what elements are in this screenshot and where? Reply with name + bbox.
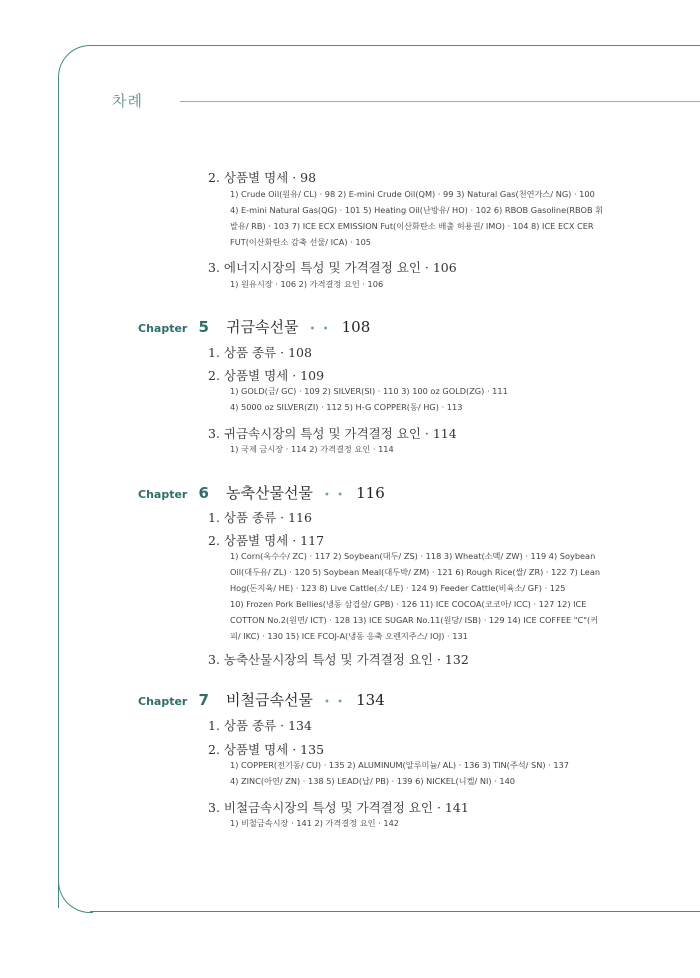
toc-title-rule — [180, 101, 700, 102]
subitem-line: Oil(대두유/ ZL) · 120 5) Soybean Meal(대두박/ ZM) · 121 6) Rough Rice(쌀/ ZR) · 122 7) Lean — [230, 567, 601, 577]
section-heading: 2. 상품별 명세 · 109 — [208, 368, 325, 383]
chapter-page: 108 — [341, 318, 371, 336]
chapter-title: 귀금속선물 — [225, 318, 299, 336]
chapter-dots: • • — [324, 490, 346, 501]
subitem-line: 1) COPPER(전기동/ CU) · 135 2) ALUMINUM(알루미늄/ AL) · 136 3) TIN(주석/ SN) · 137 — [230, 760, 569, 770]
subitem-line: 1) Corn(옥수수/ ZC) · 117 2) Soybean(대두/ ZS) · 118 3) Wheat(소맥/ ZW) · 119 4) Soybean — [230, 551, 596, 561]
subitem-line: Hog(돈지육/ HE) · 123 8) Live Cattle(소/ LE) · 124 9) Feeder Cattle(비육소/ GF) · 125 — [230, 583, 566, 593]
page-frame-corner-top — [58, 45, 93, 80]
subitem-line: 1) 원유시장 · 106 2) 가격결정 요인 · 106 — [230, 279, 384, 289]
subitem-line: COTTON No.2(원면/ ICT) · 128 13) ICE SUGAR No.11(원당/ ISB) · 129 14) ICE COFFEE "C"(커 — [230, 615, 599, 625]
subitem-line: FUT(이산화탄소 감축 선물/ ICA) · 105 — [230, 237, 372, 247]
chapter-number: 5 — [198, 318, 209, 336]
subitem-line: 1) 비철금속시장 · 141 2) 가격결정 요인 · 142 — [230, 818, 399, 828]
section-heading: 2. 상품별 명세 · 98 — [208, 170, 317, 185]
subitem-line: 10) Frozen Pork Bellies(냉동 삼겹살/ GPB) · 126 11) ICE COCOA(코코아/ ICC) · 127 12) ICE — [230, 599, 587, 609]
section-heading: 2. 상품별 명세 · 135 — [208, 742, 325, 757]
chapter-number: 6 — [198, 484, 209, 502]
page-frame-left — [58, 78, 59, 908]
subitem-line: 4) E-mini Natural Gas(QG) · 101 5) Heating Oil(난방유/ HO) · 102 6) RBOB Gasoline(RBOB 휘 — [230, 205, 604, 215]
section-heading: 3. 에너지시장의 특성 및 가격결정 요인 · 106 — [208, 260, 457, 275]
chapter-title: 비철금속선물 — [225, 691, 313, 709]
chapter-label: Chapter — [138, 322, 188, 335]
chapter-label: Chapter — [138, 695, 188, 708]
toc-title: 차례 — [112, 92, 143, 110]
subitem-line: 1) 국제 금시장 · 114 2) 가격결정 요인 · 114 — [230, 444, 394, 454]
chapter-title: 농축산물선물 — [225, 484, 313, 502]
chapter-page: 134 — [356, 691, 385, 709]
chapter-page: 116 — [356, 484, 385, 502]
subitem-line: 발유/ RB) · 103 7) ICE ECX EMISSION Fut(이산화탄소 배출 허용권/ IMO) · 104 8) ICE ECX CER — [230, 221, 594, 231]
page-frame-corner-bottom — [58, 878, 93, 913]
subitem-line: 1) GOLD(금/ GC) · 109 2) SILVER(SI) · 110 3) 100 oz GOLD(ZG) · 111 — [230, 386, 508, 396]
section-heading: 3. 귀금속시장의 특성 및 가격결정 요인 · 114 — [208, 426, 457, 441]
chapter-number: 7 — [198, 691, 209, 709]
section-heading: 1. 상품 종류 · 134 — [208, 718, 312, 733]
section-heading: 3. 농축산물시장의 특성 및 가격결정 요인 · 132 — [208, 652, 469, 667]
chapter-heading-5 — [138, 316, 370, 337]
chapter-heading-7 — [138, 689, 385, 710]
chapter-dots: • • — [309, 324, 331, 335]
section-heading: 3. 비철금속시장의 특성 및 가격결정 요인 · 141 — [208, 800, 469, 815]
subitem-line: 1) Crude Oil(원유/ CL) · 98 2) E-mini Crude Oil(QM) · 99 3) Natural Gas(천연가스/ NG) · 100 — [230, 189, 595, 199]
section-heading: 2. 상품별 명세 · 117 — [208, 533, 325, 548]
section-heading: 1. 상품 종류 · 116 — [208, 510, 312, 525]
page-frame-top — [90, 45, 700, 46]
page-frame-bottom — [90, 911, 700, 912]
chapter-dots: • • — [324, 697, 346, 708]
subitem-line: 4) 5000 oz SILVER(ZI) · 112 5) H-G COPPER(동/ HG) · 113 — [230, 402, 463, 412]
chapter-heading-6 — [138, 482, 385, 503]
section-heading: 1. 상품 종류 · 108 — [208, 345, 312, 360]
chapter-label: Chapter — [138, 488, 188, 501]
subitem-line: 피/ IKC) · 130 15) ICE FCOJ-A(냉동 응축 오렌지주스/ IOJ) · 131 — [230, 631, 468, 641]
subitem-line: 4) ZINC(아연/ ZN) · 138 5) LEAD(납/ PB) · 139 6) NICKEL(니켈/ NI) · 140 — [230, 776, 516, 786]
